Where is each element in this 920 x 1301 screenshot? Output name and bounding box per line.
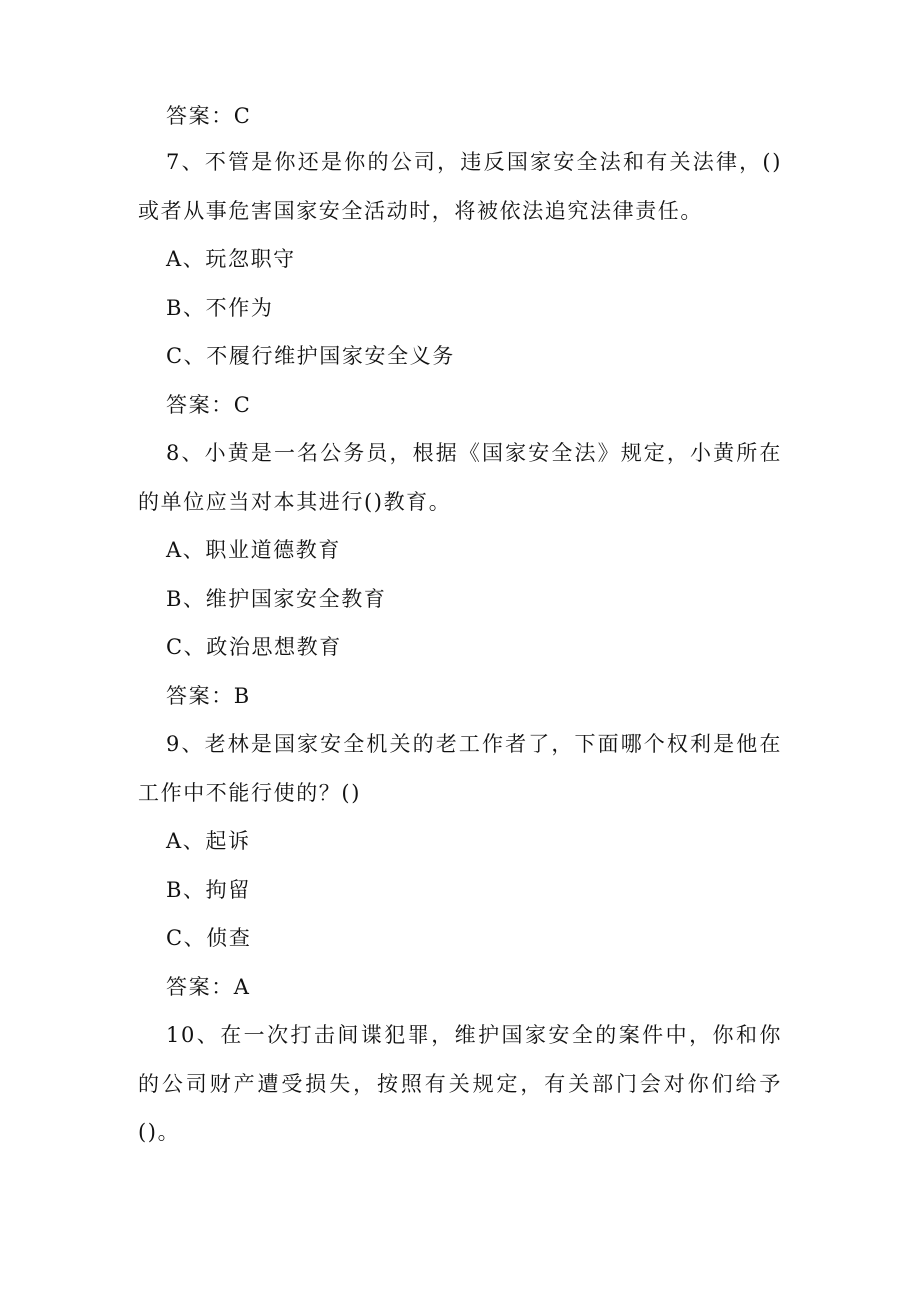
question-8-line-2: 的单位应当对本其进行()教育。 xyxy=(138,490,452,514)
question-8-answer: 答案：B xyxy=(166,684,251,708)
question-7-line-1: 7、不管是你还是你的公司，违反国家安全法和有关法律，() xyxy=(166,150,782,174)
question-9-line-2: 工作中不能行使的？() xyxy=(138,781,361,805)
question-7-line-2: 或者从事危害国家安全活动时，将被依法追究法律责任。 xyxy=(138,199,703,223)
question-9-line-1: 9、老林是国家安全机关的老工作者了，下面哪个权利是他在 xyxy=(166,732,782,756)
question-10-line-3: ()。 xyxy=(138,1120,181,1144)
question-7-option-c: C、不履行维护国家安全义务 xyxy=(166,344,455,368)
question-7-answer: 答案：C xyxy=(166,393,252,417)
question-9-option-b: B、拘留 xyxy=(166,878,251,902)
question-9-option-a: A、起诉 xyxy=(166,829,251,853)
answer-line: 答案：C xyxy=(166,104,252,128)
question-8-option-b: B、维护国家安全教育 xyxy=(166,587,387,611)
question-7-option-a: A、玩忽职守 xyxy=(166,247,296,271)
question-10-line-1: 10、在一次打击间谍犯罪，维护国家安全的案件中，你和你 xyxy=(166,1023,782,1047)
question-7-option-b: B、不作为 xyxy=(166,296,274,320)
question-9-option-c: C、侦查 xyxy=(166,926,252,950)
question-9-answer: 答案：A xyxy=(166,975,251,999)
question-10-line-2: 的公司财产遭受损失，按照有关规定，有关部门会对你们给予 xyxy=(138,1072,782,1096)
question-8-option-c: C、政治思想教育 xyxy=(166,635,342,659)
question-8-line-1: 8、小黄是一名公务员，根据《国家安全法》规定，小黄所在 xyxy=(166,441,782,465)
question-8-option-a: A、职业道德教育 xyxy=(166,538,341,562)
